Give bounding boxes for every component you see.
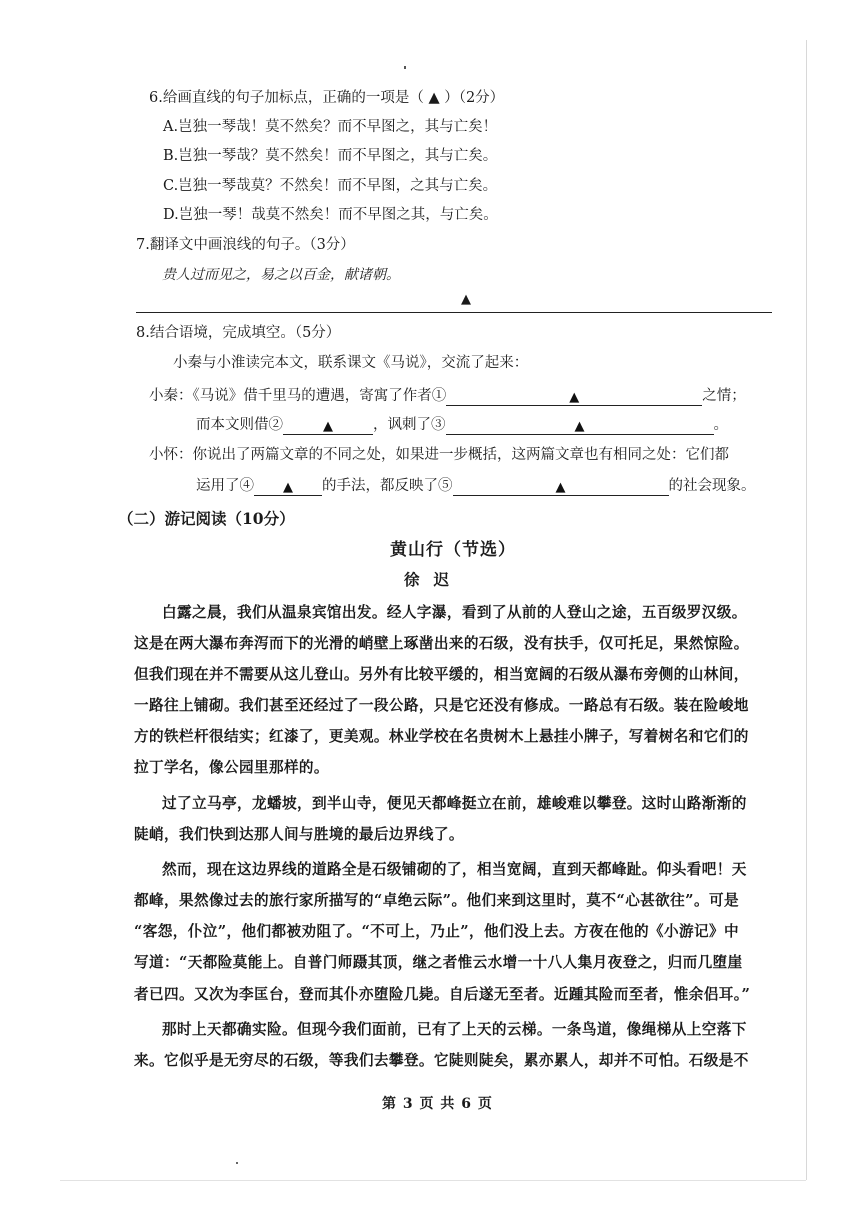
q8-huai-text-2b: 的手法，都反映了⑤	[322, 478, 453, 494]
q6-option-a: A.岂独一琴哉！莫不然矣？而不早图之，其与亡矣！	[163, 119, 498, 135]
q8-huai-line-1: 小怀：你说出了两篇文章的不同之处，如果进一步概括，这两篇文章也有相同之处：它们都	[149, 447, 729, 463]
q8-qin-text-2c: 。	[713, 417, 728, 433]
passage-line: 但我们现在并不需要从这儿登山。另外有比较平缓的，相当宽阔的石级从瀑布旁侧的山林间，	[134, 666, 749, 683]
scan-speck	[236, 1162, 238, 1164]
q7-stem: 7.翻译文中画浪线的句子。（3分）	[136, 237, 355, 253]
page-footer: 第 3 页 共 6 页	[382, 1096, 493, 1112]
answer-marker: ▲	[461, 292, 471, 307]
q8-qin-text-1b: 之情；	[702, 388, 746, 404]
answer-marker: ▲	[574, 419, 585, 434]
passage-line: 一路往上铺砌。我们甚至还经过了一段公路，只是它还没有修成。一路总有石级。装在险峻地	[134, 697, 749, 714]
answer-marker: ▲	[569, 390, 580, 405]
section-heading: （二）游记阅读（10分）	[118, 509, 295, 528]
q6-option-c: C.岂独一琴哉莫？不然矣！而不早图，之其与亡矣。	[163, 178, 498, 194]
q7-answer-line[interactable]	[136, 312, 772, 313]
passage-line: 都峰，果然像过去的旅行家所描写的“卓绝云际”。他们来到这里时，莫不“心甚欲往”。可是	[134, 892, 739, 909]
q8-huai-line-2	[196, 476, 756, 496]
passage-line: 然而，现在这边界线的道路全是石级铺砌的了，相当宽阔，直到天都峰趾。仰头看吧！天	[162, 861, 747, 878]
blank-4[interactable]	[254, 477, 322, 496]
passage-line: “客怨，仆泣”，他们都被劝阻了。“不可上，乃止”，他们没上去。方夜在他的《小游记》中	[134, 923, 739, 940]
q8-qin-line-2	[196, 415, 728, 435]
answer-marker: ▲	[555, 480, 566, 495]
q6-option-d: D.岂独一琴！哉莫不然矣！而不早图之其，与亡矣。	[163, 207, 498, 223]
blank-5[interactable]	[453, 477, 669, 496]
passage-line: 拉丁学名，像公园里那样的。	[134, 759, 329, 776]
blank-2[interactable]	[283, 416, 373, 435]
page-edge	[806, 40, 807, 1180]
answer-marker: ▲	[323, 419, 333, 434]
page-edge	[60, 1180, 806, 1181]
answer-marker: ▲	[283, 480, 293, 495]
q8-qin-line-1	[149, 386, 746, 406]
q8-intro: 小秦与小淮读完本文，联系课文《马说》，交流了起来：	[173, 355, 529, 371]
passage-line: 陡峭，我们快到达那人间与胜境的最后边界线了。	[134, 826, 464, 843]
q6-option-b: B.岂独一琴哉？莫不然矣！而不早图之，其与亡矣。	[163, 148, 498, 164]
passage-title: 黄山行（节选）	[390, 540, 516, 560]
q6-stem: 6.给画直线的句子加标点，正确的一项是（ ▲ ）（2分）	[149, 90, 505, 106]
q8-huai-text-2a: 运用了④	[196, 478, 254, 494]
q8-huai-text-2c: 的社会现象。	[668, 478, 756, 494]
passage-line: 写道：“天都险莫能上。自普门师蹑其顶，继之者惟云水增一十八人集月夜登之，归而几堕崖	[134, 954, 743, 971]
q7-sentence: 贵人过而见之，易之以百金，献诸朝。	[162, 267, 400, 283]
passage-line: 过了立马亭，龙蟠坡，到半山寺，便见天都峰挺立在前，雄峻难以攀登。这时山路渐渐的	[162, 795, 747, 812]
q8-qin-text-2a: 而本文则借②	[196, 417, 283, 433]
scan-speck	[404, 66, 406, 69]
blank-1[interactable]	[446, 387, 702, 406]
passage-line: 者已四。又次为李匡台，登而其仆亦堕险几毙。自后遂无至者。近踵其险而至者，惟余侣耳。”	[134, 986, 751, 1003]
passage-line: 方的铁栏杆很结实；红漆了，更美观。林业学校在名贵树木上悬挂小牌子，写着树名和它们的	[134, 728, 749, 745]
passage-line: 这是在两大瀑布奔泻而下的光滑的峭壁上琢凿出来的石级，没有扶手，仅可托足，果然惊险。	[134, 635, 749, 652]
q8-stem: 8.结合语境，完成填空。（5分）	[136, 325, 341, 341]
q8-qin-text-1: 小秦：《马说》借千里马的遭遇，寄寓了作者①	[149, 388, 447, 404]
passage-line: 白露之晨，我们从温泉宾馆出发。经人字瀑，看到了从前的人登山之途，五百级罗汉级。	[162, 604, 747, 621]
passage-line: 那时上天都确实险。但现今我们面前，已有了上天的云梯。一条鸟道，像绳梯从上空落下	[162, 1021, 747, 1038]
blank-3[interactable]	[446, 416, 714, 435]
passage-author: 徐迟	[404, 570, 464, 589]
q8-qin-text-2b: ，讽刺了③	[373, 417, 446, 433]
passage-line: 来。它似乎是无穷尽的石级，等我们去攀登。它陡则陡矣，累亦累人，却并不可怕。石级是不	[134, 1052, 749, 1069]
